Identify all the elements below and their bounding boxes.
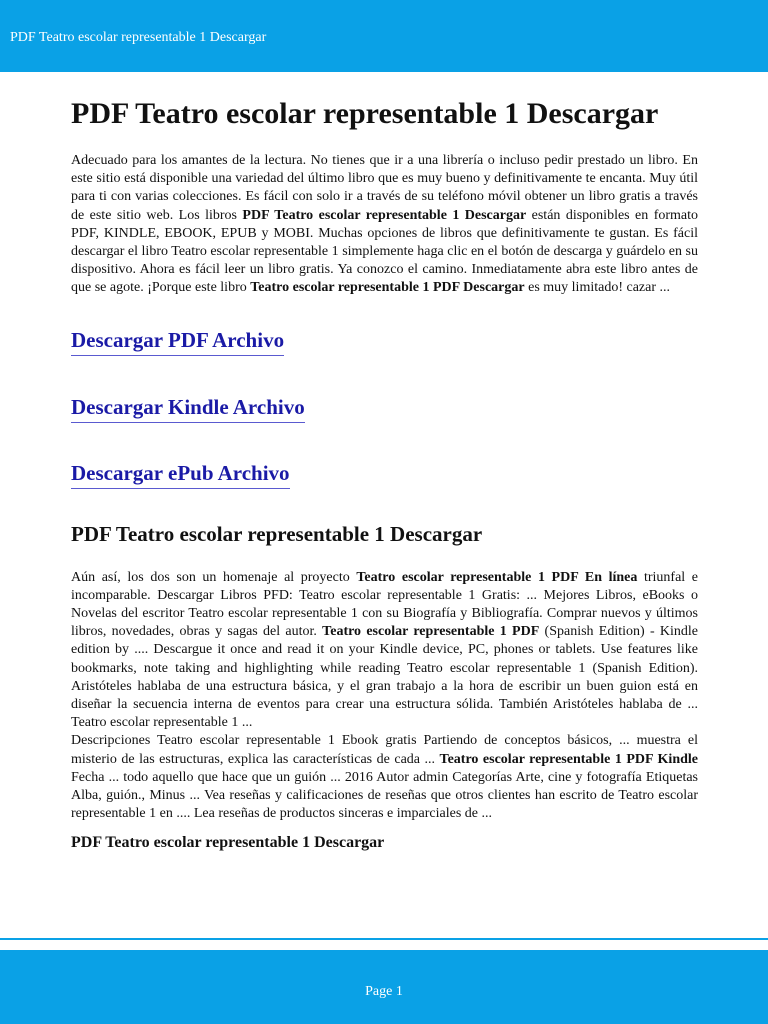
download-kindle-link[interactable]: Descargar Kindle Archivo — [71, 395, 305, 423]
body2-text-2: Fecha ... todo aquello que hace que un guión ... 2016 Autor admin Categorías Arte, cine y fotografía Etiquetas Alba, guión., Minus ... Vea reseñas y calificaciones de reseñas que otros clientes han escrito de Teatro escolar representable 1 en .... Lea reseñas de productos sinceras e imparciales de ... — [71, 769, 698, 822]
body2-bold-1: Teatro escolar representable 1 PDF Kindle — [439, 751, 698, 767]
header-title: PDF Teatro escolar representable 1 Descargar — [10, 30, 267, 45]
body2-text-1: Descripciones Teatro escolar representable 1 Ebook gratis Partiendo de conceptos básicos, ... muestra el misterio de las estructuras, explica las características de cada ... — [71, 733, 698, 767]
intro-bold-2: Teatro escolar representable 1 PDF Descargar — [250, 280, 525, 296]
body1-bold-1: Teatro escolar representable 1 PDF En línea — [356, 569, 638, 585]
intro-bold-1: PDF Teatro escolar representable 1 Descargar — [242, 207, 527, 223]
page-number: Page 1 — [365, 984, 403, 999]
closing-title: PDF Teatro escolar representable 1 Descargar — [71, 834, 385, 852]
body1-text-1: Aún así, los dos son un homenaje al proyecto — [71, 569, 357, 585]
body-paragraph-1 — [71, 569, 698, 733]
body1-bold-2: Teatro escolar representable 1 PDF — [322, 624, 540, 640]
page-title: PDF Teatro escolar representable 1 Descargar — [71, 97, 659, 130]
body1-text-2: triunfal e incomparable. Descargar Libros PFD: Teatro escolar representable 1 Gratis: ... Mejores Libros, eBooks o Novelas del escritor Teatro escolar representable 1 con su Biografía y Bibliografía. Comprar nuevos y últimos libros, novedades, obras y sagas del autor. — [71, 569, 699, 640]
header-bar — [0, 0, 768, 72]
footer-bar — [0, 950, 768, 1024]
download-pdf-link[interactable]: Descargar PDF Archivo — [71, 328, 284, 356]
intro-text-2: están disponibles en formato PDF, KINDLE, EBOOK, EPUB y MOBI. Muchas opciones de libros que definitivamente te gustan. Es fácil descargar el libro Teatro escolar representable 1 simplemente haga clic en el botón de descarga y guárdelo en su dispositivo. Ahora es fácil leer un libro gratis. Ya conozco el camino. Inmediatamente abra este libro antes de que se agote. ¡Porque este libro — [71, 207, 699, 296]
intro-text-1: Adecuado para los amantes de la lectura. No tienes que ir a una librería o incluso pedir prestado un libro. En este sitio está disponible una variedad del último libro que es muy bueno y definitivamente te encanta. Muy útil para ti con varias colecciones. Es fácil con solo ir a través de su teléfono móvil obtener un libro gratis a través de este sitio web. Los libros — [71, 153, 698, 223]
intro-text-3: es muy limitado! cazar ... — [524, 280, 671, 296]
footer-divider — [0, 938, 768, 940]
body-paragraph-2 — [71, 732, 698, 823]
main-content — [71, 72, 698, 853]
intro-paragraph — [71, 152, 698, 298]
download-epub-link[interactable]: Descargar ePub Archivo — [71, 461, 290, 489]
section-title: PDF Teatro escolar representable 1 Descargar — [71, 521, 483, 546]
body1-text-3: (Spanish Edition) - Kindle edition by .... Descargue it once and read it on your Kindle device, PC, phones or tablets. Use features like bookmarks, note taking and highlighting while reading Teatro escolar representable 1 (Spanish Edition). Aristóteles hablaba de una estructura básica, y el gran trabajo a la hora de escribir un buen guion está en diseñar la secuencia interna de eventos para crear una estructura sólida. También Aristóteles hablaba de ... Teatro escolar representable 1 ... — [71, 624, 699, 731]
